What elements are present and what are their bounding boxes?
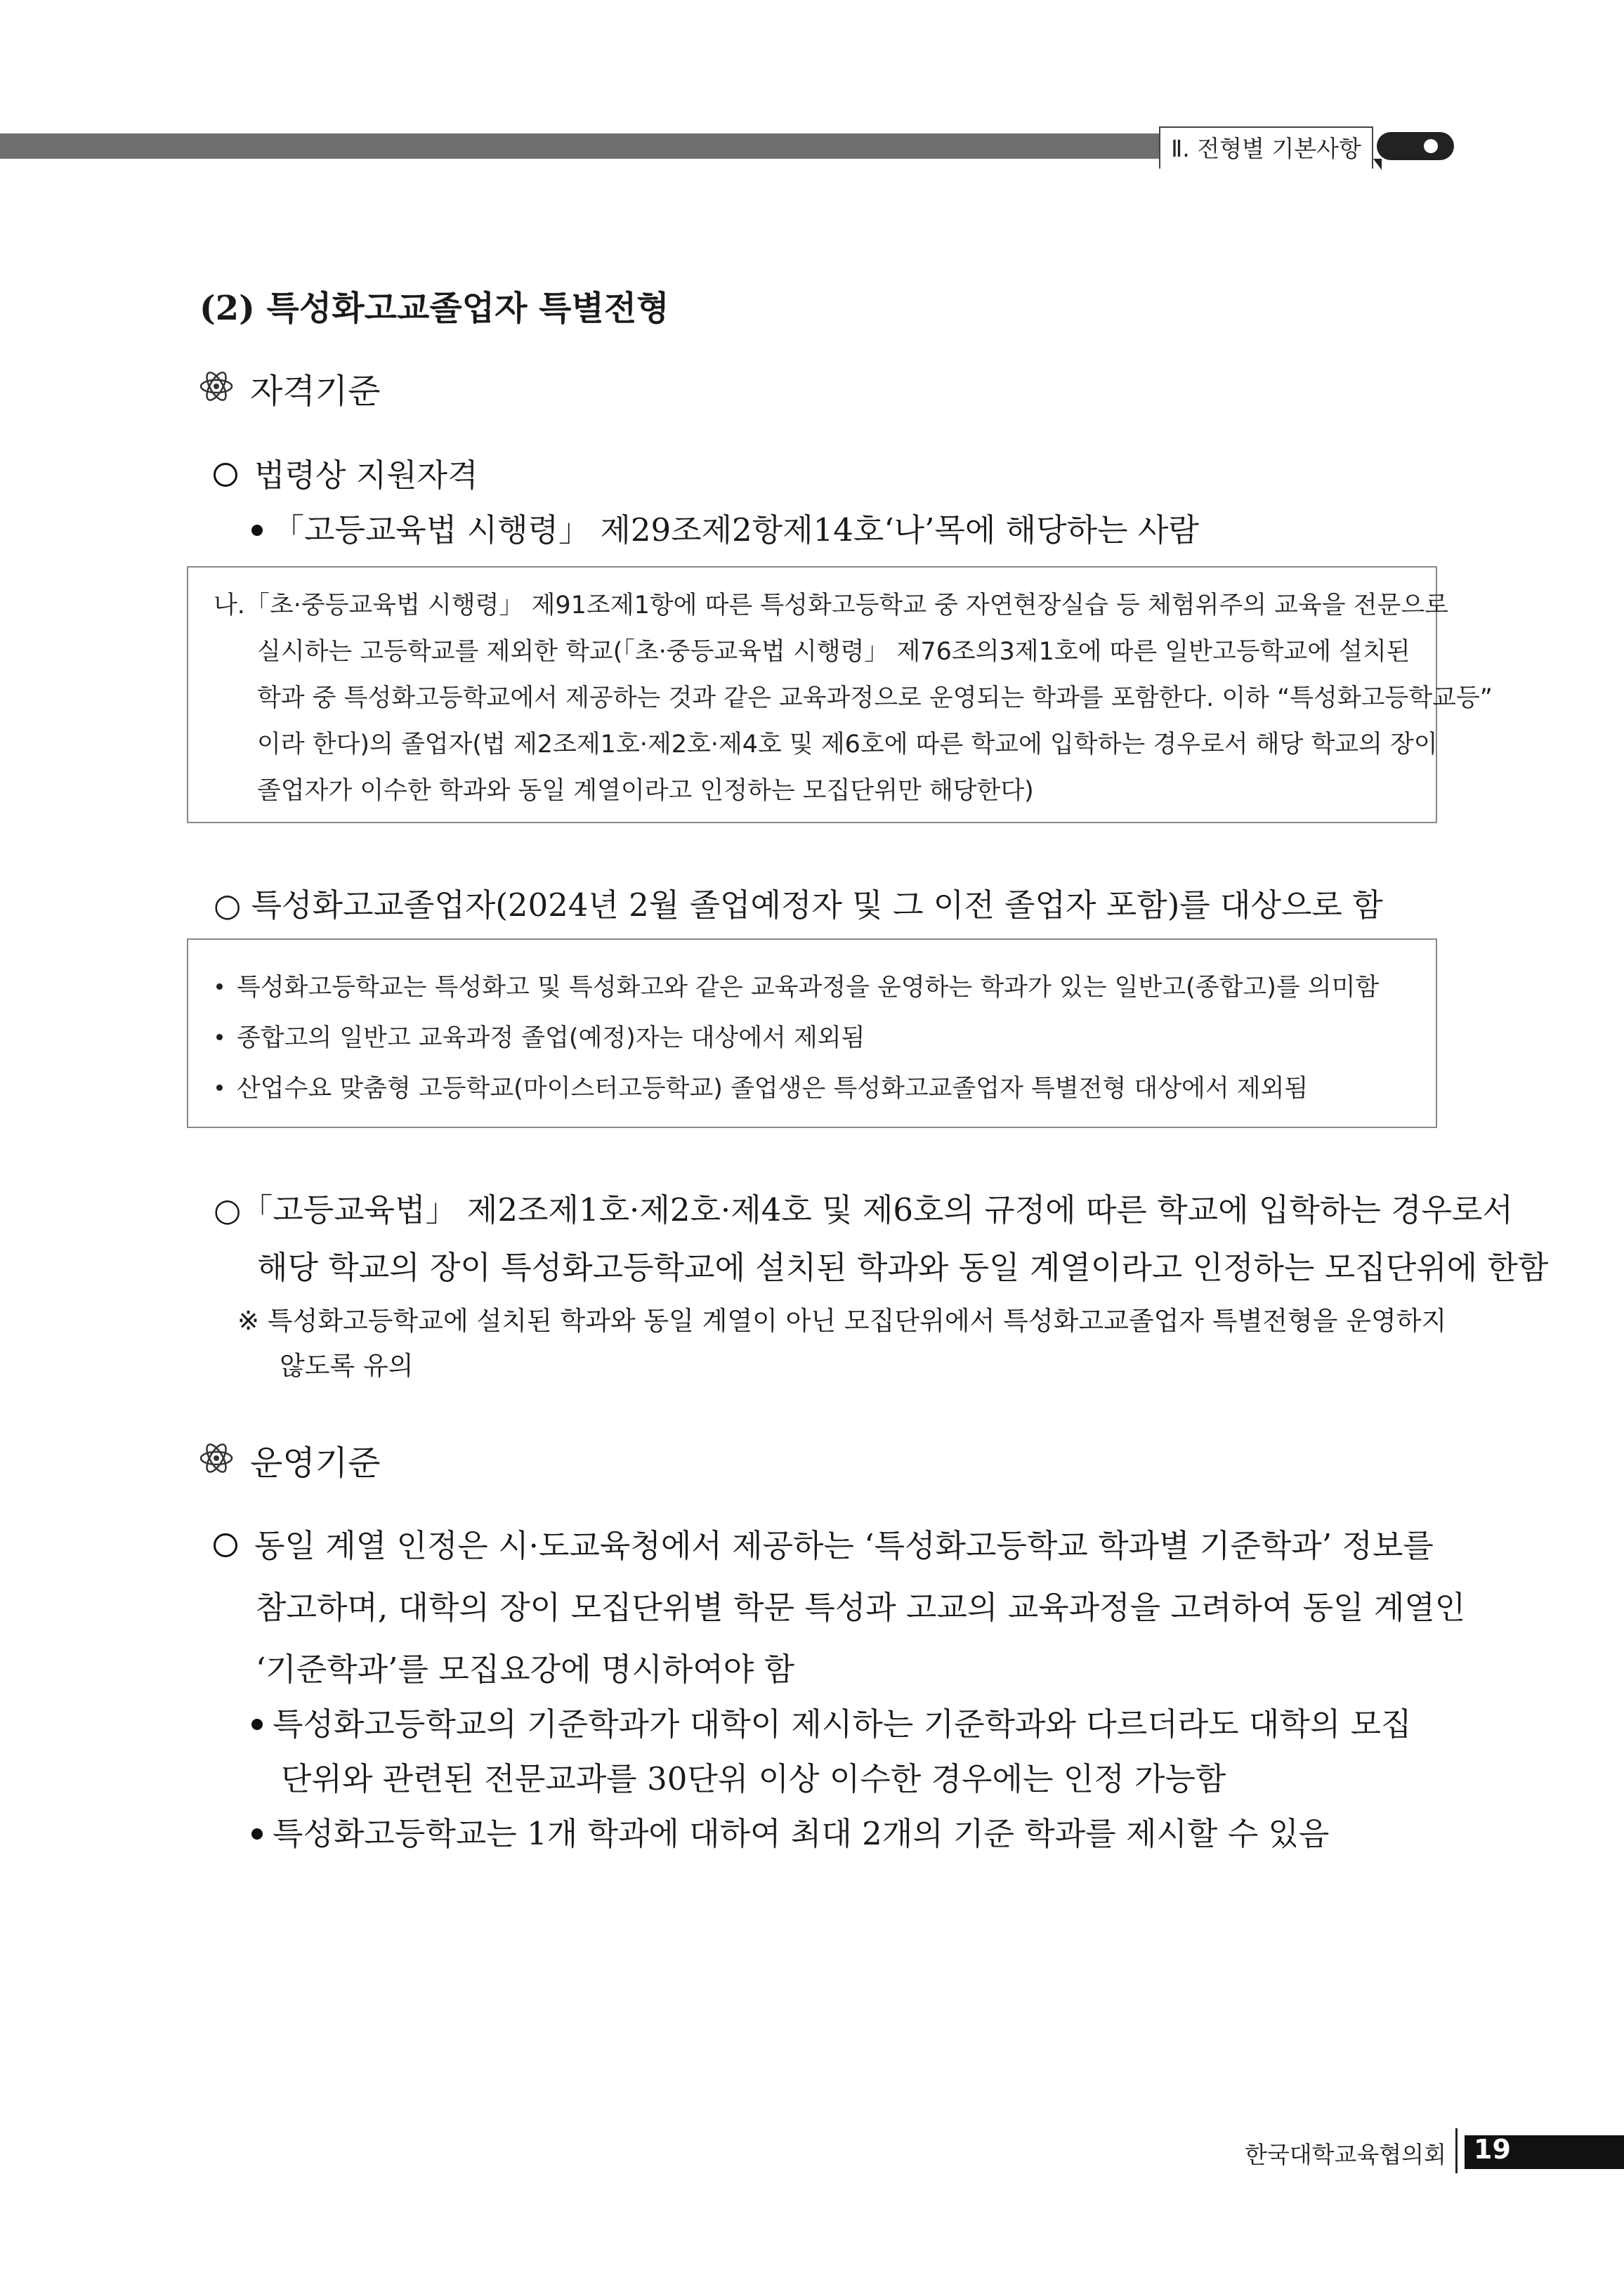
law-excerpt-line: 졸업자가 이수한 학과와 동일 계열이라고 인정하는 모집단위만 해당한다): [257, 777, 1034, 805]
bullet-icon: [216, 983, 223, 990]
legal-item: [214, 450, 478, 495]
graduate-note: 산업수요 맞춤형 고등학교(마이스터고등학교) 졸업생은 특성화고교졸업자 특별전형 대상에서 제외됨: [216, 1069, 1308, 1104]
atom-icon: [198, 1440, 235, 1476]
circle-bullet-icon: [214, 463, 237, 487]
operation-item-line: 참고하며, 대학의 장이 모집단위별 학문 특성과 고교의 교육과정을 고려하여 동일 계열인: [256, 1589, 1466, 1626]
qualification-heading: 자격기준: [250, 372, 381, 411]
header-pill-decoration: [1377, 132, 1454, 160]
legal-bullet-text: 「고등교육법 시행령」 제29조제2항제14호‘나’목에 해당하는 사람: [273, 511, 1199, 549]
bullet-icon: [216, 1034, 223, 1040]
law-excerpt-line: 이라 한다)의 졸업자(법 제2조제1호·제2호·제4호 및 제6호에 따른 학교에 입학하는 경우로서 해당 학교의 장이: [257, 730, 1438, 759]
law-excerpt-line: 실시하는 고등학교를 제외한 학교(「초·중등교육법 시행령」 제76조의3제1호에 따른 일반고등학교에 설치된: [257, 638, 1410, 666]
header-dot-decoration: [1424, 139, 1438, 153]
law-excerpt-line: 학과 중 특성화고등학교에서 제공하는 것과 같은 교육과정으로 운영되는 학과를 포함한다. 이하 “특성화고등학교등”: [257, 684, 1493, 712]
bullet-icon: [251, 1719, 263, 1730]
graduate-item: ○ 특성화고교졸업자(2024년 2월 졸업예정자 및 그 이전 졸업자 포함)를 대상으로 함: [214, 886, 1383, 924]
header-bar: [0, 133, 1159, 159]
legal-item-text: 법령상 지원자격: [254, 457, 478, 494]
operation-bullet-line: 특성화고등학교는 1개 학과에 대하여 최대 2개의 기준 학과를 제시할 수 있음: [251, 1808, 1329, 1854]
legal-bullet: [251, 504, 1199, 550]
operation-item-line: 동일 계열 인정은 시·도교육청에서 제공하는 ‘특성화고등학교 학과별 기준학과’ 정보를: [214, 1520, 1434, 1566]
law-excerpt-box: [187, 566, 1493, 823]
bullet-icon: [251, 1828, 263, 1840]
operation-item-line: ‘기준학과’를 모집요강에 명시하여야 함: [256, 1651, 795, 1688]
bullet-icon: [216, 1085, 223, 1091]
footer-divider: [1455, 2128, 1458, 2173]
section-title: (2) 특성화고교졸업자 특별전형: [199, 289, 669, 328]
law-item-line: 해당 학교의 장이 특성화고등학교에 설치된 학과와 동일 계열이라고 인정하는 모집단위에 한함: [257, 1249, 1549, 1286]
bullet-icon: [251, 525, 263, 536]
graduate-notes-box: [187, 938, 1437, 1128]
caution-note: ※ 특성화고등학교에 설치된 학과와 동일 계열이 아닌 모집단위에서 특성화고교졸업자 특별전형을 운영하지: [237, 1306, 1447, 1336]
caution-note: 않도록 유의: [280, 1351, 414, 1381]
graduate-note: 특성화고등학교는 특성화고 및 특성화고와 같은 교육과정을 운영하는 학과가 있는 일반고(종합고)를 의미함: [216, 968, 1379, 1003]
operation-heading: 운영기준: [250, 1443, 381, 1483]
chapter-tab: Ⅱ. 전형별 기본사항: [1159, 126, 1373, 169]
law-excerpt-line: 나.「초·중등교육법 시행령」 제91조제1항에 따른 특성화고등학교 중 자연현장실습 등 체험위주의 교육을 전문으로: [214, 591, 1448, 620]
page-number: 19: [1474, 2134, 1511, 2165]
atom-icon: [198, 368, 235, 405]
graduate-note: 종합고의 일반고 교육과정 졸업(예정)자는 대상에서 제외됨: [216, 1018, 865, 1054]
header-wedge-decoration: [1373, 159, 1382, 170]
operation-bullet-line: 특성화고등학교의 기준학과가 대학이 제시하는 기준학과와 다르더라도 대학의 모집: [251, 1698, 1412, 1744]
footer-organization: 한국대학교육협의회: [1245, 2141, 1446, 2168]
circle-bullet-icon: [214, 1533, 237, 1557]
operation-bullet-line: 단위와 관련된 전문교과를 30단위 이상 이수한 경우에는 인정 가능함: [281, 1760, 1226, 1797]
law-item-line: ○「고등교육법」 제2조제1호·제2호·제4호 및 제6호의 규정에 따른 학교에 입학하는 경우로서: [214, 1191, 1513, 1229]
